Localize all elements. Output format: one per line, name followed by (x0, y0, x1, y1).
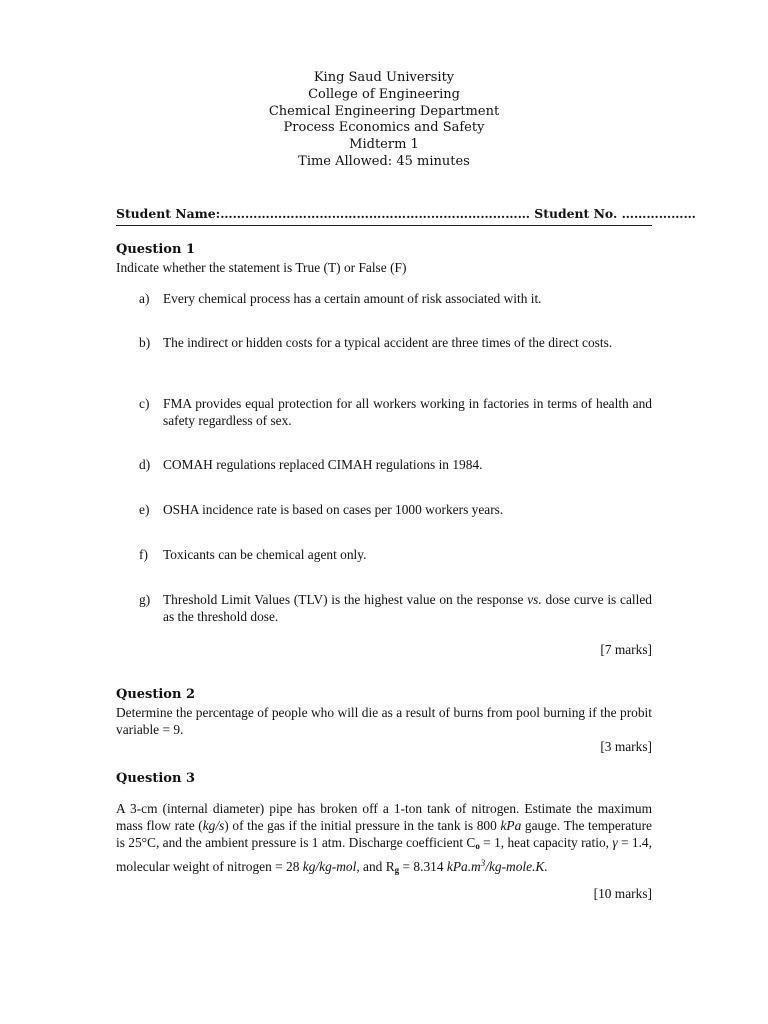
item-text: Toxicants can be chemical agent only. (163, 547, 367, 562)
item-text (163, 591, 652, 625)
q3-text-part: ) of the gas if the initial pressure in the tank is 800 (224, 818, 501, 833)
item-text-part: dose curve is called as the threshold dose. (163, 592, 652, 624)
student-number-field[interactable]: ……………… (621, 206, 696, 221)
item-text: COMAH regulations replaced CIMAH regulations in 1984. (163, 457, 483, 472)
q3-symbol-italic: γ (612, 835, 618, 850)
student-name-label: Student Name: (116, 206, 221, 221)
item-label: b) (139, 335, 151, 350)
q3-text-part: gauge. The temperature is 25°C, and the ambient pressure is 1 atm. Discharge coefficient C (116, 818, 652, 850)
q3-text-part: A 3-cm (internal diameter) pipe has broken off a 1-ton tank of nitrogen. Estimate the maximum mass flow rate ( (116, 801, 652, 833)
university-name: King Saud University (313, 70, 455, 85)
student-name-field[interactable]: ………………………………………………………………… (220, 206, 530, 221)
item-label: g) (139, 592, 151, 607)
course-name: Process Economics and Safety (283, 120, 485, 136)
department-name: Chemical Engineering Department (268, 103, 500, 119)
time-allowed: Time Allowed: 45 minutes (298, 153, 470, 169)
question-1-item-c (139, 395, 652, 429)
q3-unit-italic: /kg-mole.K. (485, 859, 548, 874)
item-text: OSHA incidence rate is based on cases per 1000 workers years. (163, 502, 504, 517)
q3-unit-italic: kPa (500, 818, 522, 833)
q3-unit-italic: kg/s (202, 818, 225, 833)
q3-text-part: = 8.314 (399, 859, 447, 874)
item-text-part: Threshold Limit Values (TLV) is the highest value on the response (163, 592, 528, 607)
question-3-text (116, 800, 652, 879)
item-text: FMA provides equal protection for all workers working in factories in terms of health and safety regardless of sex. (163, 396, 652, 428)
question-1-item-a (139, 290, 652, 307)
question-2-marks: [3 marks] (600, 739, 652, 754)
q3-text-part: = 1.4, molecular weight of nitrogen = 28 (116, 835, 652, 874)
item-label: e) (139, 502, 150, 517)
question-1-item-b (139, 334, 652, 351)
item-label: a) (139, 291, 150, 306)
question-3-marks: [10 marks] (593, 886, 652, 901)
q3-text-part: = 1, heat capacity ratio, (479, 835, 613, 850)
question-1-instruction: Indicate whether the statement is True (T) or False (F) (116, 260, 407, 275)
q3-unit-italic: kg/kg-mol (302, 859, 357, 874)
question-2-title: Question 2 (116, 687, 196, 702)
question-1-item-g (139, 591, 652, 625)
student-info-underline (116, 225, 652, 226)
question-2-text: Determine the percentage of people who will die as a result of burns from pool burning if the probit variable = 9. (116, 705, 652, 737)
question-3-title: Question 3 (116, 771, 196, 786)
question-1-marks: [7 marks] (600, 642, 652, 657)
item-text: The indirect or hidden costs for a typical accident are three times of the direct costs. (163, 335, 613, 350)
q3-unit-italic: kPa.m (446, 859, 481, 874)
student-info-line (116, 206, 696, 222)
question-1-item-e (139, 501, 652, 518)
q3-text-part: , and R (356, 859, 395, 874)
question-1-item-d (139, 456, 652, 473)
exam-name: Midterm 1 (349, 137, 419, 153)
exam-header (116, 70, 652, 171)
question-1-item-f (139, 546, 652, 563)
item-label: d) (139, 457, 151, 472)
q3-superscript: 3 (480, 858, 486, 868)
college-name: College of Engineering (308, 86, 460, 102)
item-text: Every chemical process has a certain amount of risk associated with it. (163, 291, 542, 306)
q3-subscript: g (394, 865, 400, 875)
item-text-italic: vs. (527, 592, 542, 607)
question-1-title: Question 1 (116, 242, 196, 257)
item-label: c) (139, 396, 150, 411)
item-label: f) (139, 547, 148, 562)
q3-subscript: o (475, 841, 480, 851)
student-number-label: Student No. (534, 206, 618, 221)
